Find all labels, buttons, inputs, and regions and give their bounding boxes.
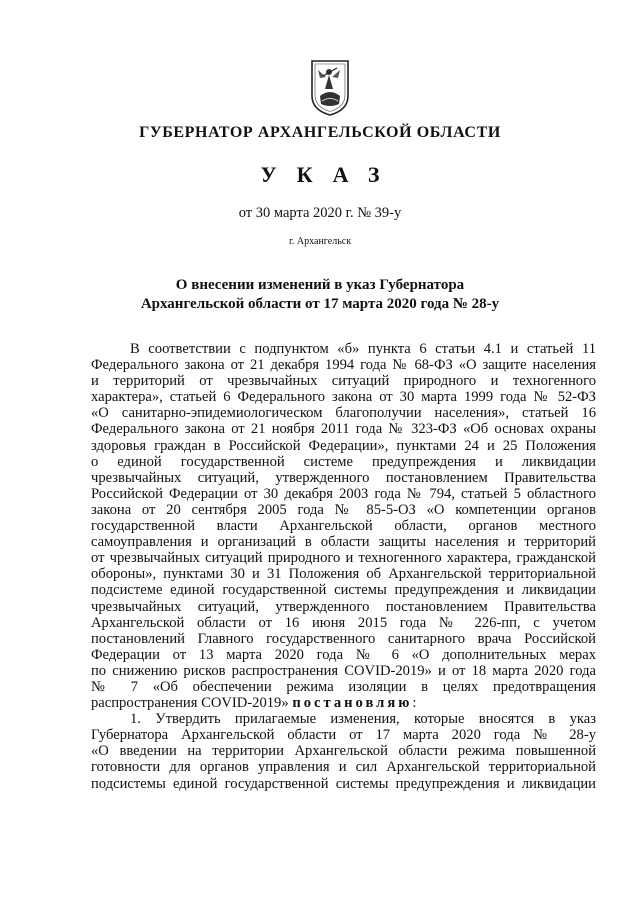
item-line: «О введении на территории Архангельской области режима повышенной — [91, 743, 596, 760]
date-number: от 30 марта 2020 г. № 39-у — [238, 205, 402, 221]
decree-colon: : — [412, 695, 417, 712]
body-line: по снижению рисков распространения COVID-2019» и от 18 марта 2020 года — [91, 662, 596, 679]
title-line: Архангельской области от 17 марта 2020 года № 28-у — [140, 296, 500, 312]
body-line: и территорий от чрезвычайных ситуаций природного и техногенного — [91, 373, 596, 390]
item-line: готовности для органов управления и сил Архангельской территориальной — [91, 759, 596, 776]
body-line: от чрезвычайных ситуаций природного и техногенного характера, гражданской — [91, 550, 596, 567]
issuer-heading: ГУБЕРНАТОР АРХАНГЕЛЬСКОЙ ОБЛАСТИ — [139, 124, 501, 141]
body-line: № 7 «Об обеспечении режима изоляции в целях предотвращения — [91, 678, 596, 695]
body-line: Архангельской области от 16 июня 2015 года № 226-пп, с учетом — [91, 614, 596, 631]
body-line: о единой государственной системе предупреждения и ликвидации — [91, 453, 596, 470]
body-line: обороны», пунктами 30 и 31 Положения об Архангельской территориальной — [91, 566, 596, 583]
body-line: «О санитарно-эпидемиологическом благополучии населения», статьей 16 — [91, 405, 596, 422]
item-line: Губернатора Архангельской области от 17 марта 2020 года № 28-у — [91, 727, 596, 744]
item-line: 1. Утвердить прилагаемые изменения, которые вносятся в указ — [130, 711, 596, 728]
document-title — [0, 276, 640, 314]
body-line: Федерального закона от 21 ноября 2011 года № 323-ФЗ «Об основах охраны — [91, 421, 596, 438]
body-line: здоровья граждан в Российской Федерации», пунктами 24 и 25 Положения — [91, 437, 596, 454]
coat-of-arms-emblem — [309, 58, 351, 116]
body-line: чрезвычайных ситуаций, утвержденного постановлением Правительства — [91, 598, 596, 615]
body-line: закона от 20 сентября 2005 года № 85-5-ОЗ «О компетенции органов — [91, 501, 596, 518]
body-line-decree — [91, 695, 596, 711]
title-line: О внесении изменений в указ Губернатора — [175, 277, 465, 293]
body-line: постановлений Главного государственного санитарного врача Российской — [91, 630, 596, 647]
body-line-text: распространения COVID-2019» — [91, 695, 293, 712]
body-line: характера», статьей 6 Федерального закона от 30 марта 1999 года № 52-ФЗ — [91, 389, 596, 406]
city: г. Архангельск — [288, 236, 352, 247]
body-line: чрезвычайных ситуаций, утвержденного постановлением Правительства — [91, 469, 596, 486]
body-line: самоуправления и организаций в области защиты населения и территорий — [91, 534, 596, 551]
document-type: УКАЗ — [260, 162, 400, 187]
body-line: Федерации от 13 марта 2020 года № 6 «О дополнительных мерах — [91, 646, 596, 663]
decree-word: постановляю — [292, 695, 413, 712]
body-line: В соответствии с подпунктом «б» пункта 6 статьи 4.1 и статьей 11 — [130, 341, 596, 357]
body-text — [91, 341, 596, 792]
body-line: подсистеме единой государственной системы предупреждения и ликвидации — [91, 582, 596, 599]
body-line: государственной власти Архангельской области, органов местного — [91, 518, 596, 535]
body-line: Российской Федерации от 30 декабря 2003 года № 794, статьей 5 областного — [91, 485, 596, 502]
body-line: Федерального закона от 21 декабря 1994 года № 68-ФЗ «О защите населения — [91, 357, 596, 374]
item-line: подсистемы единой государственной системы предупреждения и ликвидации — [91, 775, 596, 792]
